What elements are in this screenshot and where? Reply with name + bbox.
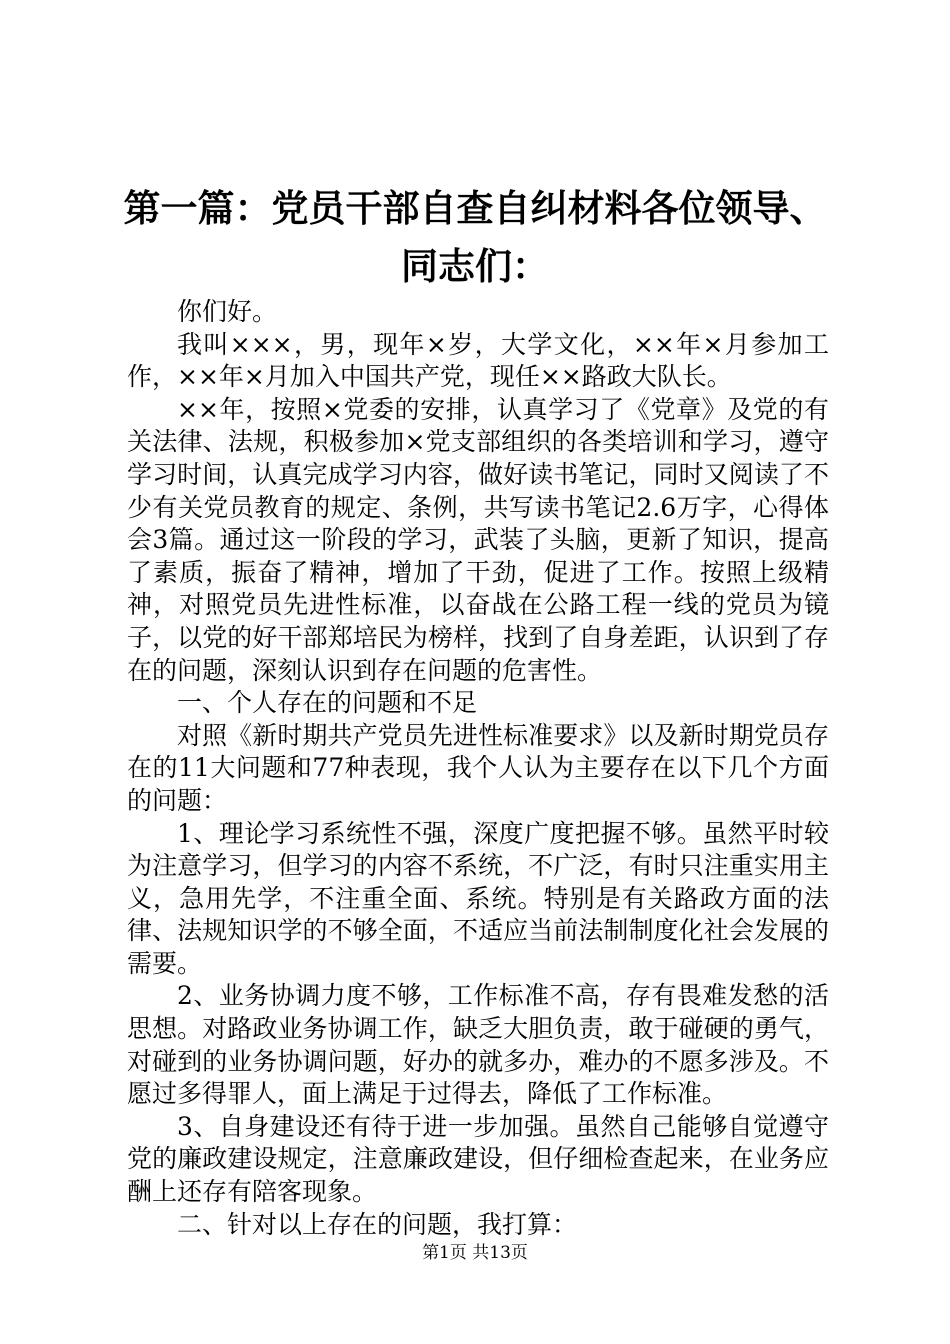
document-title: 第一篇：党员干部自查自纠材料各位领导、同志们： xyxy=(123,187,827,288)
paragraph-greeting: 你们好。 xyxy=(177,297,278,326)
paragraph-problem-3: 3、自身建设还有待于进一步加强。虽然自己能够自觉遵守党的廉政建设规定，注意廉政建设，但仔细检查起来，在业务应酬上还存有陪客现象。 xyxy=(127,1111,829,1207)
paragraph-introduction: 我叫×××，男，现年×岁，大学文化，××年×月参加工作，××年×月加入中国共产党，现任××路政大队长。 xyxy=(127,329,829,392)
document-body xyxy=(127,296,829,1241)
page-number: 第1页 共13页 xyxy=(422,1243,528,1263)
section-heading-plans: 二、针对以上存在的问题，我打算： xyxy=(177,1209,578,1239)
paragraph-problems-intro: 对照《新时期共产党员先进性标准要求》以及新时期党员存在的11大问题和77种表现，我个人认为主要存在以下几个方面的问题： xyxy=(127,720,829,815)
section-heading-problems: 一、个人存在的问题和不足 xyxy=(177,688,478,718)
paragraph-problem-2: 2、业务协调力度不够，工作标准不高，存有畏难发愁的活思想。对路政业务协调工作，缺乏大胆负责，敢于碰硬的勇气，对碰到的业务协调问题，好办的就多办，难办的不愿多涉及。不愿过多得罪人，面上满足于过得去，降低了工作标准。 xyxy=(127,981,829,1109)
paragraph-study: ××年，按照×党委的安排，认真学习了《党章》及党的有关法律、法规，积极参加×党支部组织的各类培训和学习，遵守学习时间，认真完成学习内容，做好读书笔记，同时又阅读了不少有关党员教育的规定、条例，共写读书笔记2.6万字，心得体会3篇。通过这一阶段的学习，武装了头脑，更新了知识，提高了素质，振奋了精神，增加了干劲，促进了工作。按照上级精神，对照党员先进性标准，以奋战在公路工程一线的党员为镜子，以党的好干部郑培民为榜样，找到了自身差距，认识到了存在的问题，深刻认识到存在问题的危害性。 xyxy=(127,394,829,685)
paragraph-problem-1: 1、理论学习系统性不强，深度广度把握不够。虽然平时较为注意学习，但学习的内容不系统，不广泛，有时只注重实用主义，急用先学，不注重全面、系统。特别是有关路政方面的法律、法规知识学的不够全面，不适应当前法制制度化社会发展的需要。 xyxy=(127,818,829,978)
